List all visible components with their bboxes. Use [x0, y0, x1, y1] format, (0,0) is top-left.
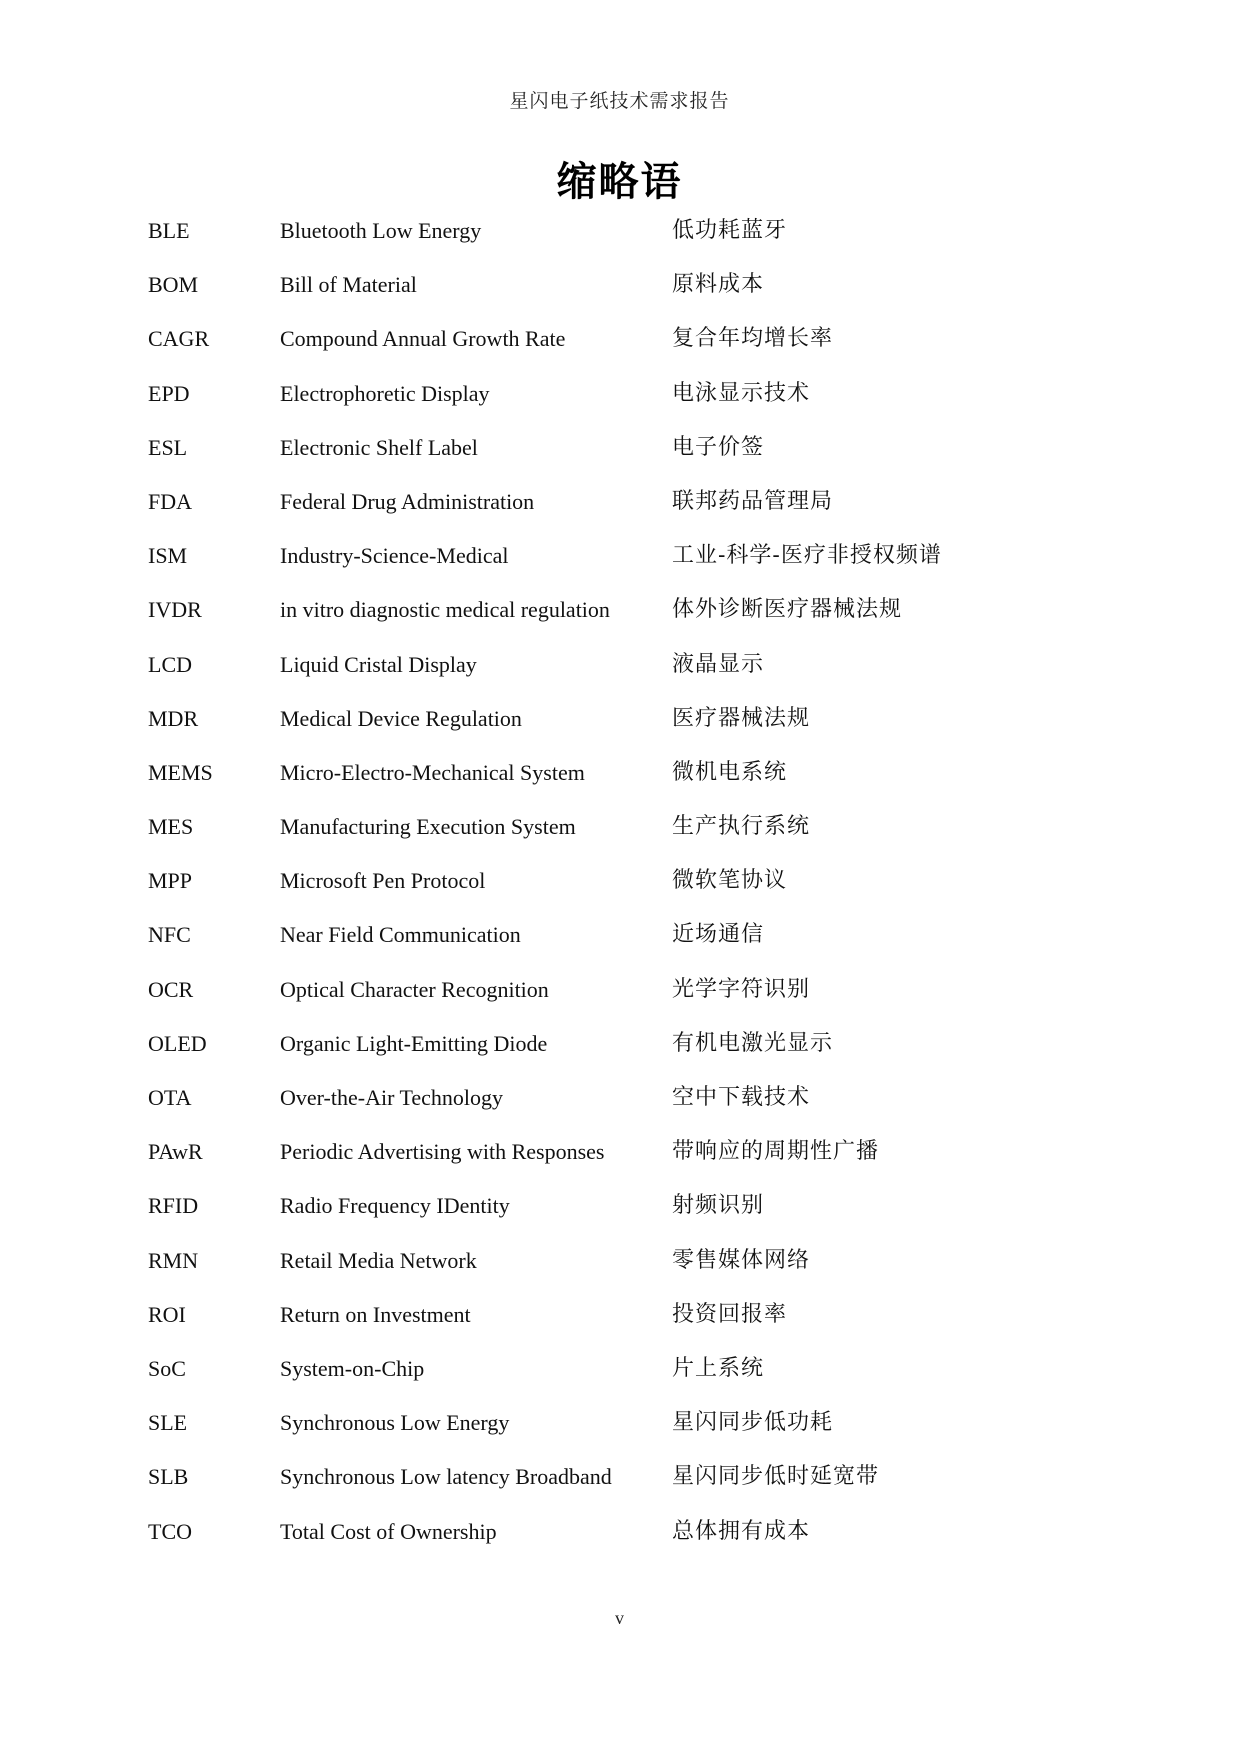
abbreviation-row — [0, 218, 1239, 272]
abbreviation-chinese-term: 有机电激光显示 — [672, 1030, 834, 1056]
page-title: 缩略语 — [556, 159, 683, 205]
abbreviation-code: IVDR — [148, 597, 202, 623]
abbreviation-row — [0, 435, 1239, 489]
abbreviation-row — [0, 1464, 1239, 1518]
abbreviation-chinese-term: 原料成本 — [672, 272, 765, 298]
abbreviation-code: MDR — [148, 705, 199, 731]
abbreviation-chinese-term: 液晶显示 — [672, 651, 765, 677]
abbreviation-full-term: Electrophoretic Display — [280, 380, 490, 406]
abbreviation-row — [0, 1139, 1239, 1193]
abbreviation-code: MEMS — [148, 759, 213, 785]
abbreviation-chinese-term: 总体拥有成本 — [672, 1518, 811, 1544]
abbreviation-code: SLB — [148, 1464, 189, 1490]
abbreviation-row — [0, 489, 1239, 543]
abbreviation-row — [0, 922, 1239, 976]
abbreviation-code: ISM — [148, 543, 188, 569]
abbreviation-chinese-term: 带响应的周期性广播 — [672, 1139, 880, 1165]
abbreviation-code: OLED — [148, 1030, 207, 1056]
abbreviation-chinese-term: 星闪同步低时延宽带 — [672, 1464, 880, 1490]
abbreviation-row — [0, 814, 1239, 868]
abbreviation-full-term: Total Cost of Ownership — [280, 1518, 497, 1544]
abbreviation-full-term: in vitro diagnostic medical regulation — [280, 597, 610, 623]
abbreviation-code: SoC — [148, 1355, 186, 1381]
abbreviation-chinese-term: 空中下载技术 — [672, 1085, 811, 1110]
abbreviation-row — [0, 706, 1239, 760]
abbreviation-code: EPD — [148, 380, 190, 406]
abbreviation-row — [0, 1031, 1239, 1085]
abbreviation-code: TCO — [148, 1518, 192, 1544]
abbreviation-chinese-term: 光学字符识别 — [672, 976, 811, 1002]
abbreviation-code: OCR — [148, 976, 194, 1002]
abbreviation-chinese-term: 零售媒体网络 — [672, 1247, 811, 1273]
abbreviation-code: ESL — [148, 434, 188, 460]
abbreviation-chinese-term: 电泳显示技术 — [672, 380, 811, 406]
abbreviation-row — [0, 272, 1239, 326]
abbreviation-full-term: Over-the-Air Technology — [280, 1085, 504, 1110]
abbreviation-full-term: Synchronous Low Energy — [280, 1410, 510, 1436]
abbreviation-code: BOM — [148, 272, 199, 298]
abbreviation-full-term: Federal Drug Administration — [280, 488, 535, 514]
abbreviation-code: RMN — [148, 1247, 199, 1273]
abbreviation-chinese-term: 星闪同步低功耗 — [672, 1410, 834, 1436]
abbreviation-full-term: Radio Frequency IDentity — [280, 1193, 510, 1219]
abbreviation-code: OTA — [148, 1085, 192, 1110]
abbreviation-chinese-term: 微机电系统 — [672, 759, 788, 785]
abbreviation-full-term: Near Field Communication — [280, 922, 521, 948]
abbreviation-list — [0, 218, 1239, 1573]
abbreviation-code: CAGR — [148, 326, 210, 352]
abbreviation-row — [0, 652, 1239, 706]
abbreviation-code: SLE — [148, 1410, 188, 1436]
abbreviation-chinese-term: 医疗器械法规 — [672, 705, 811, 731]
abbreviation-row — [0, 1193, 1239, 1247]
abbreviation-row — [0, 597, 1239, 651]
abbreviation-code: LCD — [148, 651, 192, 677]
running-header: 星闪电子纸技术需求报告 — [509, 91, 730, 112]
abbreviation-full-term: Bill of Material — [280, 272, 417, 298]
abbreviation-full-term: Organic Light-Emitting Diode — [280, 1030, 548, 1056]
abbreviation-chinese-term: 联邦药品管理局 — [672, 488, 834, 514]
abbreviation-full-term: Industry-Science-Medical — [280, 543, 509, 569]
abbreviation-row — [0, 381, 1239, 435]
abbreviation-chinese-term: 片上系统 — [672, 1355, 765, 1381]
abbreviation-chinese-term: 近场通信 — [672, 922, 765, 948]
abbreviation-row — [0, 1248, 1239, 1302]
abbreviation-full-term: Bluetooth Low Energy — [280, 218, 482, 243]
abbreviation-code: MES — [148, 814, 194, 840]
page-number: v — [615, 1608, 624, 1628]
abbreviation-row — [0, 760, 1239, 814]
abbreviation-chinese-term: 微软笔协议 — [672, 868, 788, 894]
abbreviation-code: ROI — [148, 1301, 186, 1327]
abbreviation-full-term: Optical Character Recognition — [280, 976, 549, 1002]
abbreviation-code: PAwR — [148, 1139, 203, 1165]
abbreviation-code: NFC — [148, 922, 191, 948]
abbreviation-chinese-term: 电子价签 — [672, 434, 765, 460]
abbreviation-row — [0, 543, 1239, 597]
abbreviation-full-term: Microsoft Pen Protocol — [280, 868, 486, 894]
abbreviation-row — [0, 1085, 1239, 1139]
abbreviation-code: MPP — [148, 868, 193, 894]
abbreviation-full-term: Electronic Shelf Label — [280, 434, 478, 460]
abbreviation-row — [0, 1302, 1239, 1356]
abbreviation-full-term: Medical Device Regulation — [280, 705, 522, 731]
abbreviation-row — [0, 977, 1239, 1031]
abbreviation-full-term: Periodic Advertising with Responses — [280, 1139, 605, 1165]
abbreviation-full-term: Micro-Electro-Mechanical System — [280, 759, 585, 785]
abbreviation-full-term: Manufacturing Execution System — [280, 814, 576, 840]
abbreviation-code: BLE — [148, 218, 190, 243]
abbreviation-chinese-term: 工业-科学-医疗非授权频谱 — [672, 543, 942, 569]
abbreviation-full-term: Synchronous Low latency Broadband — [280, 1464, 612, 1490]
abbreviation-full-term: System-on-Chip — [280, 1355, 425, 1381]
abbreviation-full-term: Liquid Cristal Display — [280, 651, 477, 677]
abbreviation-chinese-term: 生产执行系统 — [672, 814, 811, 840]
abbreviation-row — [0, 1519, 1239, 1573]
abbreviation-chinese-term: 射频识别 — [672, 1193, 765, 1219]
abbreviation-full-term: Return on Investment — [280, 1301, 471, 1327]
abbreviation-row — [0, 326, 1239, 380]
abbreviation-row — [0, 1356, 1239, 1410]
abbreviation-chinese-term: 投资回报率 — [672, 1301, 788, 1327]
abbreviation-code: FDA — [148, 488, 193, 514]
abbreviation-chinese-term: 复合年均增长率 — [672, 326, 834, 352]
abbreviation-chinese-term: 低功耗蓝牙 — [672, 218, 788, 243]
abbreviation-full-term: Retail Media Network — [280, 1247, 477, 1273]
abbreviation-row — [0, 1410, 1239, 1464]
abbreviation-row — [0, 868, 1239, 922]
abbreviation-code: RFID — [148, 1193, 199, 1219]
abbreviation-chinese-term: 体外诊断医疗器械法规 — [672, 597, 903, 623]
abbreviation-full-term: Compound Annual Growth Rate — [280, 326, 566, 352]
